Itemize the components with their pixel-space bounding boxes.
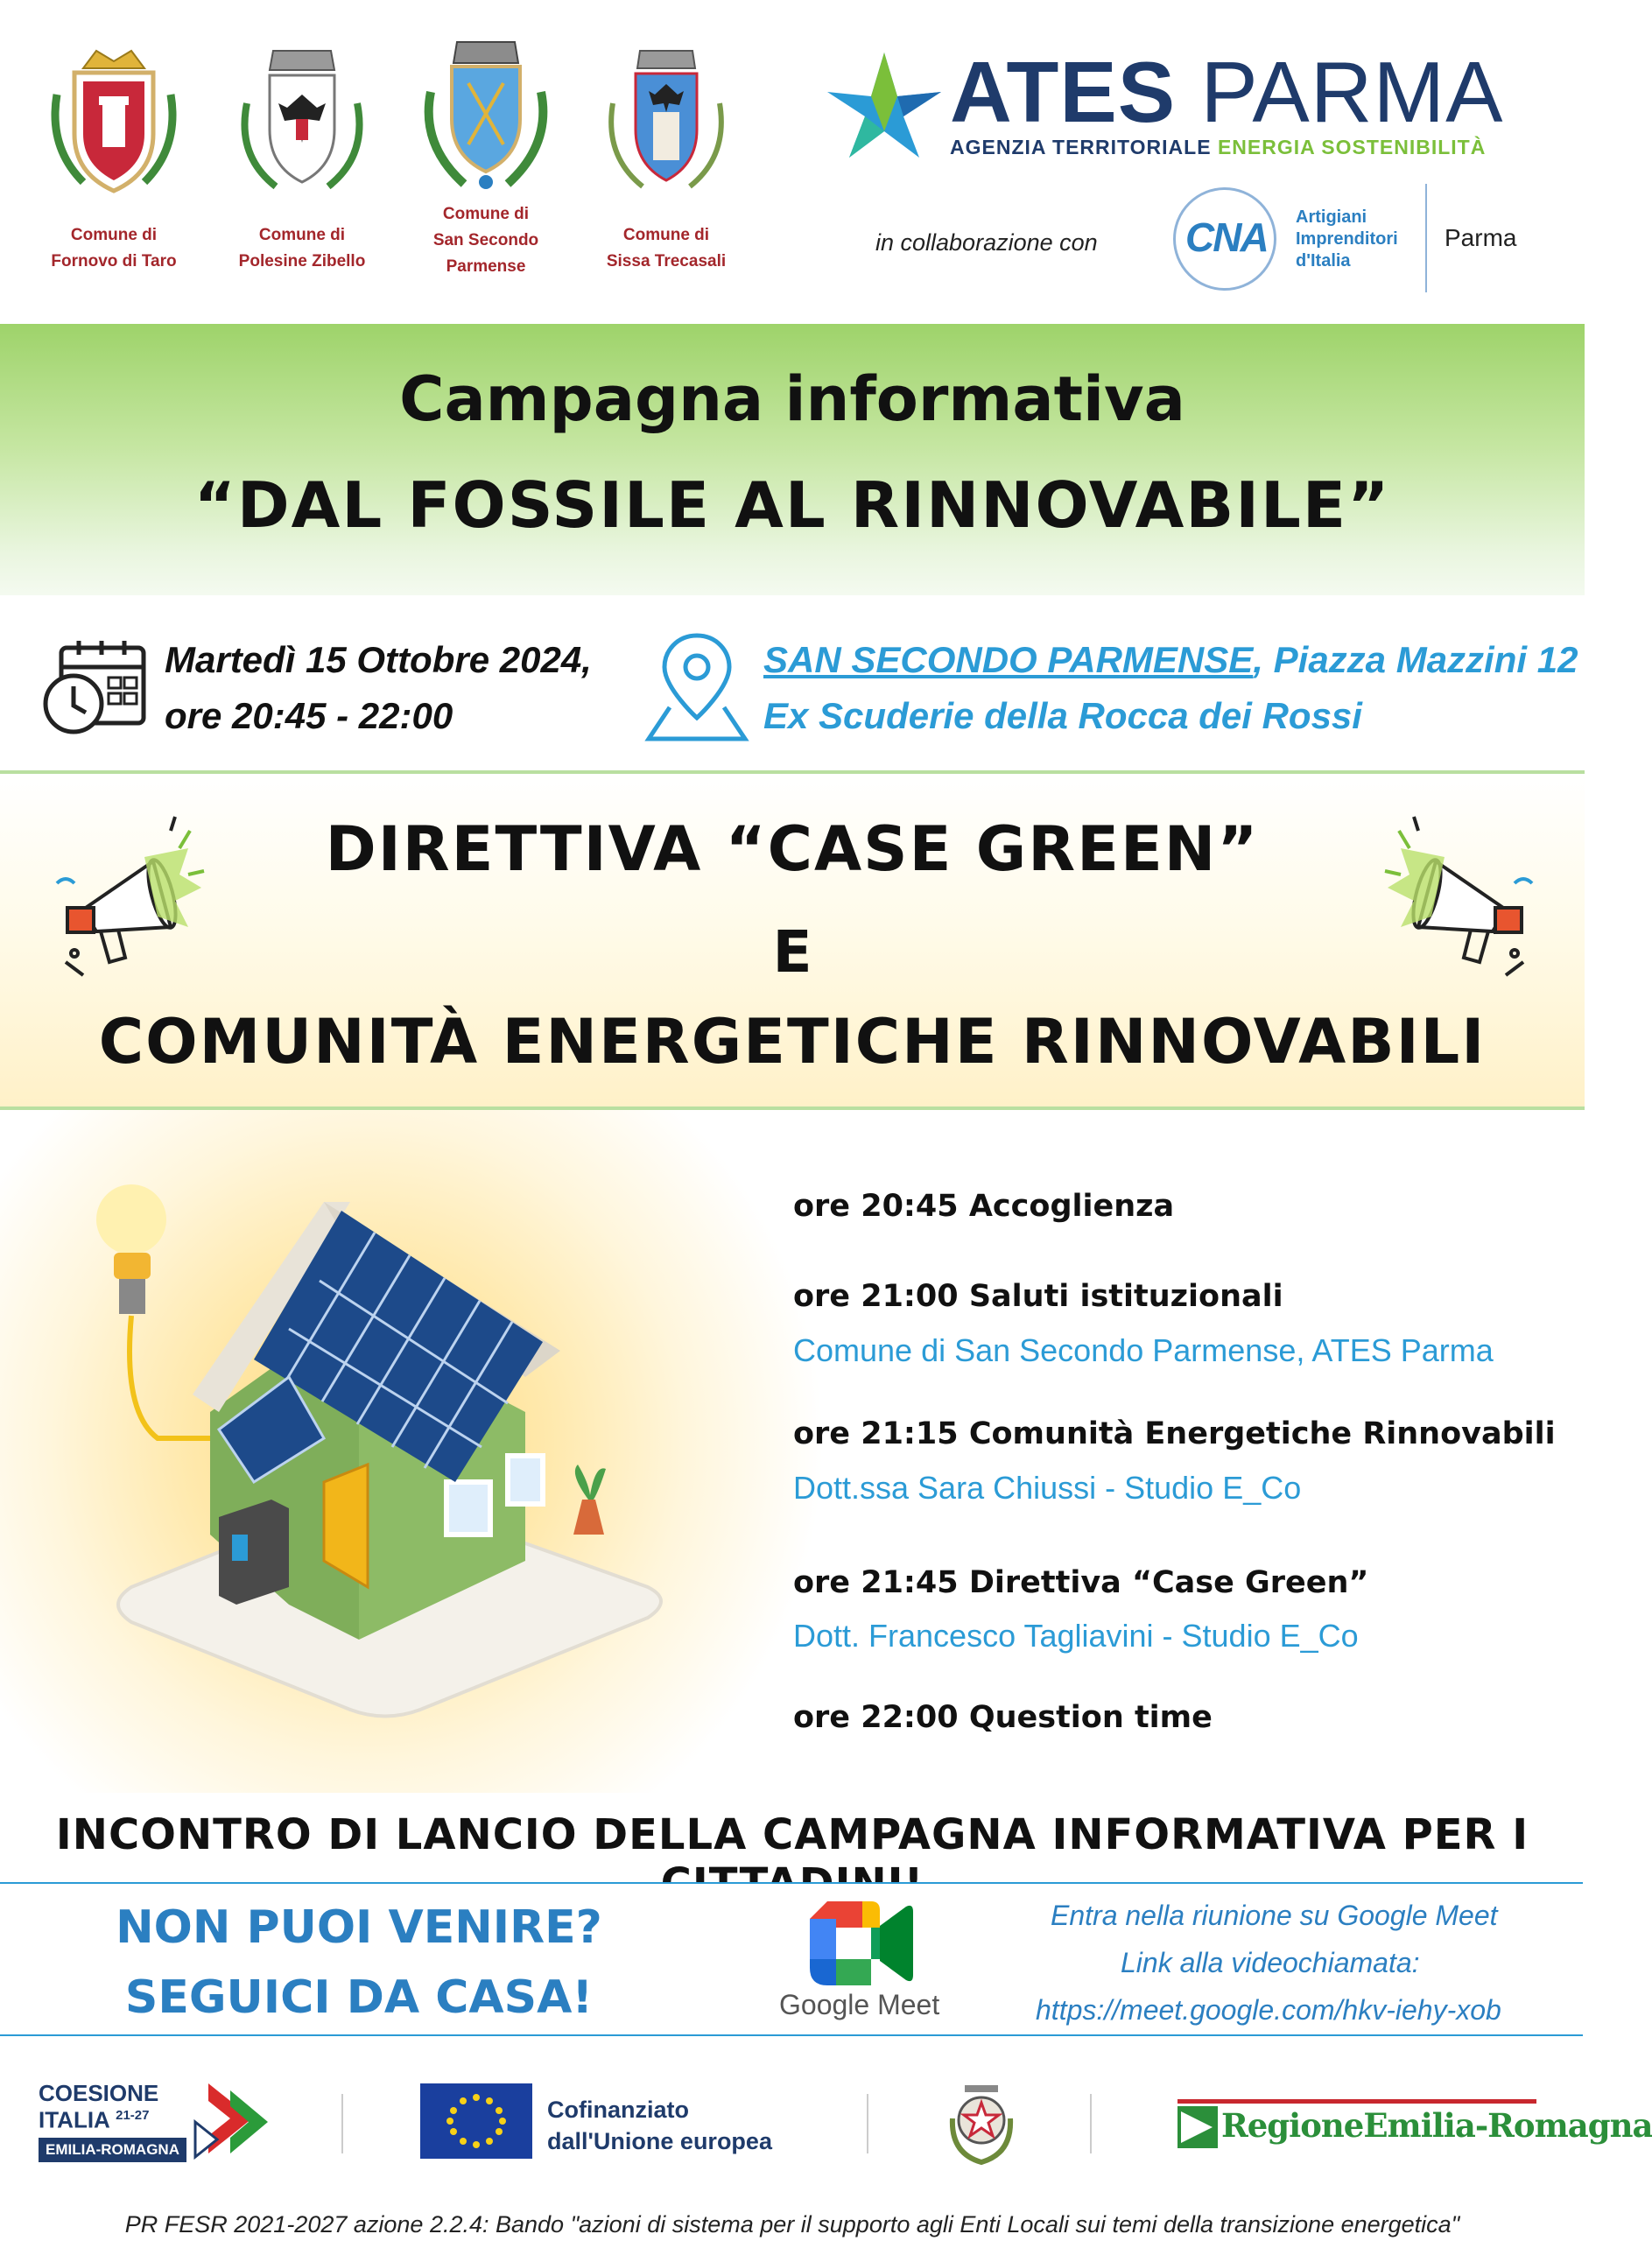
event-address: , Piazza Mazzini 12 xyxy=(1253,639,1578,680)
meet-link-label: Link alla videochiamata: xyxy=(1121,1947,1420,1978)
ates-sub-a: AGENZIA TERRITORIALE xyxy=(950,136,1218,158)
directive-title: DIRETTIVA “CASE GREEN” xyxy=(325,813,1260,885)
ates-sub-b: ENERGIA SOSTENIBILITÀ xyxy=(1217,136,1487,158)
meet-link[interactable]: https://meet.google.com/hkv-iehy-xob xyxy=(1036,1994,1501,2026)
program-item-2-title: ore 21:00 Saluti istituzionali xyxy=(793,1279,1283,1314)
comune-4-line2: Sissa Trecasali xyxy=(606,252,727,270)
event-venue: Ex Scuderie della Rocca dei Rossi xyxy=(763,695,1362,736)
event-date xyxy=(165,632,592,744)
fesr-notice: PR FESR 2021-2027 azione 2.2.4: Bando "azioni di sistema per il supporto agli Enti Locali sui temi della transizione energetica" xyxy=(124,2211,1460,2237)
directive-banner xyxy=(0,774,1585,1110)
regione-text: RegioneEmilia-Romagna xyxy=(1221,2106,1652,2145)
footer-divider xyxy=(1090,2094,1092,2153)
google-meet-icon xyxy=(810,1901,913,1985)
directive-conjunction: E xyxy=(772,918,812,986)
coesione-arrows-icon xyxy=(191,2083,270,2160)
footer-divider xyxy=(867,2094,868,2153)
cna-divider xyxy=(1425,184,1427,292)
event-city-link[interactable]: SAN SECONDO PARMENSE xyxy=(763,639,1254,680)
cna-city: Parma xyxy=(1445,224,1517,251)
italian-emblem-icon xyxy=(946,2083,1017,2164)
eu-line1: Cofinanziato xyxy=(547,2097,689,2123)
ates-word-light: PARMA xyxy=(1176,44,1504,140)
comune-4-line1: Comune di xyxy=(622,226,710,244)
comune-3-line1: Comune di xyxy=(442,205,530,223)
footer xyxy=(0,2040,1652,2241)
sissa-coat-of-arms-icon xyxy=(601,42,732,217)
header xyxy=(0,0,1585,324)
campaign-banner xyxy=(0,324,1585,595)
event-info xyxy=(0,595,1585,774)
comune-polesine-logo xyxy=(219,42,385,275)
collaboration-text: in collaborazione con xyxy=(875,229,1098,256)
regione-flag-icon xyxy=(1177,2106,1218,2148)
program-item-3-title: ore 21:15 Comunità Energetiche Rinnovabili xyxy=(793,1416,1556,1451)
ates-parma-logo xyxy=(823,44,1541,171)
fornovo-coat-of-arms-icon xyxy=(48,42,179,217)
polesine-coat-of-arms-icon xyxy=(236,42,368,217)
coesione-years: 21-27 xyxy=(116,2108,150,2123)
solar-house-illustration xyxy=(70,1149,683,1736)
eu-cofinanced-text xyxy=(547,2094,772,2157)
footer-divider xyxy=(341,2094,343,2153)
ates-wordmark xyxy=(950,44,1504,140)
meet-join-text: Entra nella riunione su Google Meet xyxy=(1051,1900,1498,1931)
ates-star-icon xyxy=(823,48,946,162)
program-section xyxy=(0,1110,1585,1793)
comune-2-line1: Comune di xyxy=(258,226,346,244)
google-meet-label: Google Meet xyxy=(779,1989,940,2020)
comune-1-line2: Fornovo di Taro xyxy=(51,252,177,270)
remote-invite: SEGUICI DA CASA! xyxy=(124,1971,594,2024)
comune-san-secondo-logo xyxy=(403,35,569,280)
directive-subtitle: COMUNITÀ ENERGETICHE RINNOVABILI xyxy=(98,1006,1487,1078)
event-location xyxy=(763,632,1578,744)
comune-1-line1: Comune di xyxy=(70,226,158,244)
cna-subtitle xyxy=(1296,207,1398,272)
ates-word-bold: ATES xyxy=(950,44,1177,140)
program-item-1-title: ore 20:45 Accoglienza xyxy=(793,1189,1175,1224)
coesione-region: EMILIA-ROMAGNA xyxy=(39,2138,186,2162)
event-date-line1: Martedì 15 Ottobre 2024, xyxy=(165,639,592,680)
regione-bar xyxy=(1177,2099,1536,2104)
program-item-3-subtitle: Dott.ssa Sara Chiussi - Studio E_Co xyxy=(793,1470,1302,1506)
cna-sub-line3: d'Italia xyxy=(1296,251,1351,270)
san-secondo-coat-of-arms-icon xyxy=(420,35,552,201)
comune-fornovo-logo xyxy=(31,42,197,275)
campaign-title: Campagna informativa xyxy=(399,363,1185,435)
calendar-clock-icon xyxy=(42,639,149,737)
remote-question: NON PUOI VENIRE? xyxy=(116,1901,602,1954)
launch-headline: INCONTRO DI LANCIO DELLA CAMPAGNA INFORMATIVA PER I xyxy=(55,1810,1529,1859)
comune-2-line2: Polesine Zibello xyxy=(238,252,366,270)
comune-sissa-logo xyxy=(583,42,749,275)
event-date-line2: ore 20:45 - 22:00 xyxy=(165,695,453,736)
comune-3-line2: San Secondo xyxy=(432,231,539,249)
cna-sub-line2: Imprenditori xyxy=(1296,229,1398,249)
program-item-2-subtitle: Comune di San Secondo Parmense, ATES Parma xyxy=(793,1332,1494,1368)
comune-3-line3: Parmense xyxy=(446,257,526,276)
cna-sub-line1: Artigiani xyxy=(1296,207,1367,227)
cna-mark: CNA xyxy=(1185,214,1268,260)
remote-participation-box xyxy=(0,1882,1583,2036)
program-item-4-title: ore 21:45 Direttiva “Case Green” xyxy=(793,1565,1369,1600)
program-item-5-title: ore 22:00 Question time xyxy=(793,1700,1213,1735)
location-pin-icon xyxy=(643,629,750,742)
campaign-name: “DAL FOSSILE AL RINNOVABILE” xyxy=(193,468,1391,542)
coesione-line1: COESIONE xyxy=(39,2080,159,2106)
coesione-line2: ITALIA xyxy=(39,2106,109,2133)
eu-line2: dall'Unione europea xyxy=(547,2128,772,2154)
cna-logo xyxy=(1173,184,1541,298)
program-item-4-subtitle: Dott. Francesco Tagliavini - Studio E_Co xyxy=(793,1618,1359,1654)
eu-flag-icon xyxy=(420,2083,532,2159)
ates-tagline xyxy=(950,136,1486,159)
